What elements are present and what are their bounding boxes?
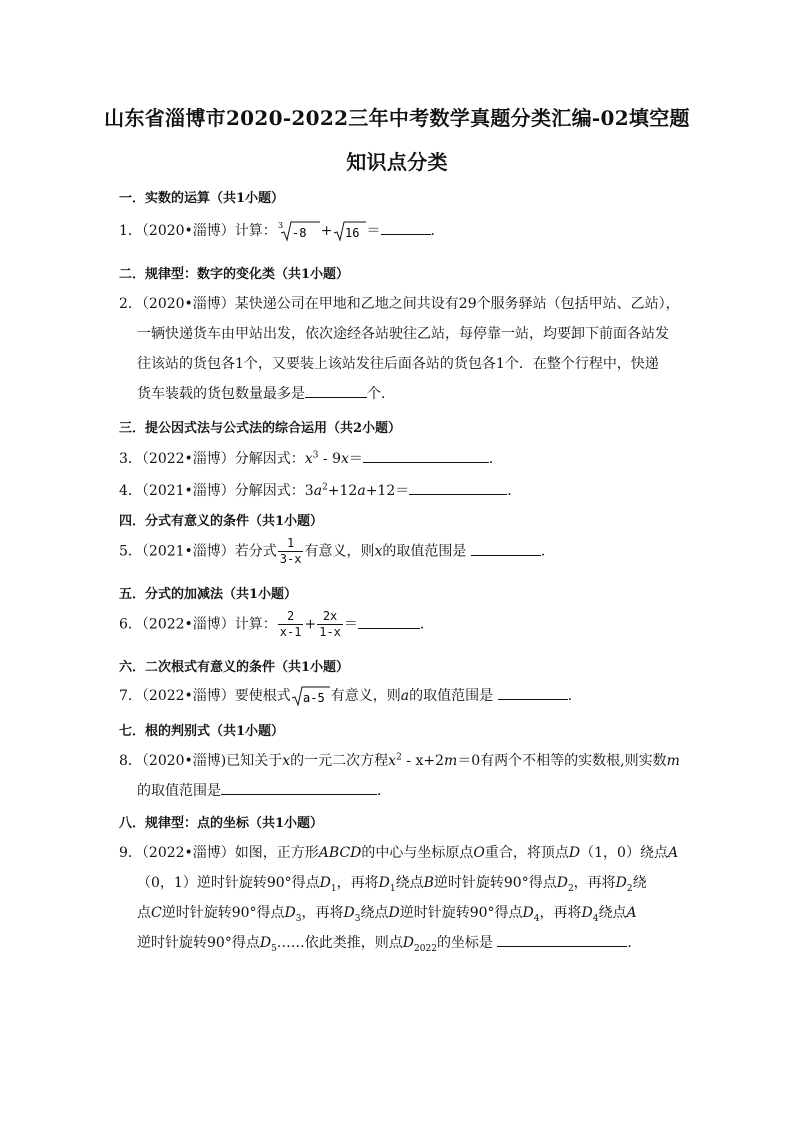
document-subtitle: 知识点分类 xyxy=(346,150,448,174)
q9-l4g: 的坐标是 xyxy=(436,935,493,951)
q7-var-a: a xyxy=(400,688,410,704)
q3-eq: ＝ xyxy=(348,451,363,467)
answer-blank-1[interactable] xyxy=(381,220,431,235)
q9-l3r: A xyxy=(626,905,637,921)
question-5 xyxy=(119,536,555,567)
q9-l2e: D xyxy=(378,875,390,891)
q3-var-x2: x xyxy=(340,451,349,467)
q5-prefix: 5．（2021•淄博）若分式 xyxy=(119,543,277,560)
answer-blank-6[interactable] xyxy=(358,614,420,629)
q9-l2f: 1 xyxy=(389,883,396,894)
answer-blank-7[interactable] xyxy=(498,685,568,700)
question-9-line-1 xyxy=(119,842,678,862)
q5-end: ． xyxy=(540,543,555,560)
q8-var-m2: m xyxy=(666,753,680,769)
q6-plus: + xyxy=(304,616,317,633)
square-root-symbol xyxy=(333,220,367,242)
q9-l3e: 3 xyxy=(295,913,302,924)
q9-l3p: 4 xyxy=(592,913,599,924)
q9-l2h: B xyxy=(423,875,434,891)
q3-prefix: 3．（2022•淄博）分解因式： xyxy=(119,451,305,467)
q7-radicand: a-5 xyxy=(302,691,325,705)
fraction-q6-a xyxy=(278,609,304,640)
question-9-line-4 xyxy=(137,932,641,952)
q9-l3q: 绕点 xyxy=(598,905,627,921)
q9-l2b: D xyxy=(319,875,331,891)
q3-exponent: 3 xyxy=(312,450,319,461)
q7-end: ． xyxy=(567,688,582,704)
q3-end: ． xyxy=(488,451,503,467)
q6-prefix: 6．（2022•淄博）计算： xyxy=(119,616,277,633)
cube-root-radicand: -8 xyxy=(291,226,307,240)
q9-end: ． xyxy=(627,935,642,951)
cube-root-index: 3 xyxy=(277,221,283,230)
q3-mid: - 9 xyxy=(318,451,341,467)
q4-tail: +12＝ xyxy=(365,483,410,499)
q6-numerator-1: 2 xyxy=(278,609,304,625)
question-8-line-1 xyxy=(119,750,680,770)
q9-l3l: D xyxy=(522,905,534,921)
q4-end: ． xyxy=(507,483,522,499)
q9-l2o: 绕 xyxy=(632,875,647,891)
q7-prefix: 7．（2022•淄博）要使根式 xyxy=(119,688,291,704)
q5-var-x: x xyxy=(374,543,383,560)
q8-prefix: 8．（2020•淄博)已知关于 xyxy=(119,753,283,769)
q7-mid: 有意义，则 xyxy=(330,688,401,704)
section-heading-8: 八．规律型：点的坐标（共1小题） xyxy=(119,816,324,831)
q1-prefix: 1．（2020•淄博）计算： xyxy=(119,223,277,239)
question-6 xyxy=(119,609,434,640)
q4-exponent: 2 xyxy=(322,482,328,493)
q9-l2l: ，再将 xyxy=(573,875,616,891)
section-heading-4: 四．分式有意义的条件（共1小题） xyxy=(119,514,324,529)
document-title: 山东省淄博市2020-2022三年中考数学真题分类汇编-02填空题 xyxy=(104,106,690,130)
q5-denominator: 3-x xyxy=(279,552,302,566)
question-2-line-2: 一辆快递货车由甲站出发，依次途经各站驶往乙站，每停靠一站，均要卸下前面各站发 xyxy=(137,326,669,342)
q8-mid3: ＝0有两个不相等的实数根,则实数 xyxy=(457,753,667,769)
question-2-line-1: 2．（2020•淄博）某快递公司在甲地和乙地之间共设有29个服务驿站（包括甲站、乙站）， xyxy=(119,296,680,312)
section-heading-1: 一．实数的运算（共1小题） xyxy=(119,191,285,206)
q9-l3i: 绕点 xyxy=(360,905,389,921)
q9-l4e: D xyxy=(402,935,415,951)
q9-l4c: 5 xyxy=(271,943,277,954)
answer-blank-2[interactable] xyxy=(305,383,367,398)
section-heading-7: 七．根的判别式（共1小题） xyxy=(119,724,285,739)
section-heading-5: 五．分式的加减法（共1小题） xyxy=(119,587,298,602)
q9-l3b: C xyxy=(151,905,162,921)
answer-blank-9[interactable] xyxy=(497,932,627,947)
q9-l2d: ，再将 xyxy=(336,875,379,891)
q8-var-m: m xyxy=(443,753,458,769)
q9-l4f: 2022 xyxy=(414,943,437,954)
q6-denominator-2: 1-x xyxy=(319,625,341,639)
q9-l4b: D xyxy=(259,935,272,951)
answer-blank-5[interactable] xyxy=(471,541,541,556)
q2-line4b: 个． xyxy=(367,386,395,402)
q5-numerator: 1 xyxy=(278,536,304,552)
question-7 xyxy=(119,685,582,707)
q8-var-x2: x xyxy=(388,753,397,769)
q4-mid: +12 xyxy=(327,483,358,499)
question-3 xyxy=(119,448,503,468)
q8-mid2: - x+2 xyxy=(401,753,444,769)
answer-blank-4[interactable] xyxy=(409,480,507,495)
q5-mid: 有意义，则 xyxy=(304,543,375,560)
q4-prefix: 4．（2021•淄博）分解因式：3 xyxy=(119,483,314,499)
question-9-line-2 xyxy=(137,872,647,892)
question-2-line-4 xyxy=(137,383,395,403)
q9-l2m: D xyxy=(615,875,627,891)
q9-l3d: D xyxy=(284,905,296,921)
q9-l2c: 1 xyxy=(330,883,337,894)
q1-equals: ＝ xyxy=(366,223,381,239)
q9-l3n: ，再将 xyxy=(539,905,582,921)
q9-l1f: D xyxy=(568,845,581,861)
question-2-line-3: 往该站的货包各1个，又要装上该站发往后面各站的货包各1个．在整个行程中，快递 xyxy=(137,356,659,372)
q4-var-a2: a xyxy=(357,483,366,499)
q6-denominator-1: x-1 xyxy=(279,625,302,639)
q9-l1g: （1，0）绕点 xyxy=(580,845,668,861)
q6-numerator-2: 2x xyxy=(317,609,343,625)
q5-tail: 的取值范围是 xyxy=(382,543,467,560)
question-1 xyxy=(119,220,445,242)
section-heading-3: 三．提公因式法与公式法的综合运用（共2小题） xyxy=(119,421,402,436)
q9-l3g: D xyxy=(343,905,355,921)
q8-line2: 的取值范围是 xyxy=(137,783,221,799)
q1-plus: + xyxy=(320,223,333,239)
section-heading-2: 二．规律型：数字的变化类（共1小题） xyxy=(119,267,350,282)
q9-l3c: 逆时针旋转90°得点 xyxy=(161,905,285,921)
q9-l4a: 逆时针旋转90°得点 xyxy=(137,935,260,951)
q4-var-a: a xyxy=(313,483,323,499)
q2-line4a: 货车装载的货包数量最多是 xyxy=(137,386,305,402)
q8-mid1: 的一元二次方程 xyxy=(290,753,389,769)
q9-l2a: （0，1）逆时针旋转90°得点 xyxy=(137,875,320,891)
q9-l2k: 2 xyxy=(567,883,574,894)
q8-exponent: 2 xyxy=(396,752,402,763)
sqrt-radicand: 16 xyxy=(344,226,359,240)
q9-l1a: 9．（2022•淄博）如图，正方形 xyxy=(119,845,319,861)
q6-eq: ＝ xyxy=(343,616,358,633)
q9-l3h: 3 xyxy=(354,913,361,924)
q9-l2g: 绕点 xyxy=(395,875,424,891)
cube-root-symbol xyxy=(277,220,321,242)
fraction-q5 xyxy=(278,536,304,567)
q9-l3a: 点 xyxy=(137,905,151,921)
section-heading-6: 六．二次根式有意义的条件（共1小题） xyxy=(119,660,350,675)
q1-end: ． xyxy=(430,223,445,239)
q3-var-x: x xyxy=(304,451,313,467)
fraction-q6-b xyxy=(317,609,343,640)
q8-var-x: x xyxy=(282,753,291,769)
q9-l2i: 逆时针旋转90°得点 xyxy=(433,875,557,891)
q9-l3j: D xyxy=(388,905,400,921)
answer-blank-8[interactable] xyxy=(221,780,377,795)
q9-l2n: 2 xyxy=(626,883,633,894)
q9-l1d: O xyxy=(473,845,485,861)
q9-l2j: D xyxy=(556,875,568,891)
question-8-line-2 xyxy=(137,780,391,800)
question-4 xyxy=(119,480,521,500)
question-9-line-3 xyxy=(137,902,637,922)
q9-l3o: D xyxy=(581,905,593,921)
q9-l3f: ，再将 xyxy=(301,905,344,921)
q9-l1c: 的中心与坐标原点 xyxy=(361,845,474,861)
q9-l3m: 4 xyxy=(533,913,540,924)
q9-l3k: 逆时针旋转90°得点 xyxy=(399,905,523,921)
q9-l4d: ……依此类推，则点 xyxy=(276,935,403,951)
q9-l1b: ABCD xyxy=(318,845,362,861)
q8-end: ． xyxy=(377,783,391,799)
q7-tail: 的取值范围是 xyxy=(409,688,494,704)
q9-l1e: 重合，将顶点 xyxy=(484,845,569,861)
q9-l1h: A xyxy=(667,845,679,861)
answer-blank-3[interactable] xyxy=(363,448,489,463)
square-root-symbol-q7 xyxy=(291,685,331,707)
q6-end: ． xyxy=(419,616,434,633)
